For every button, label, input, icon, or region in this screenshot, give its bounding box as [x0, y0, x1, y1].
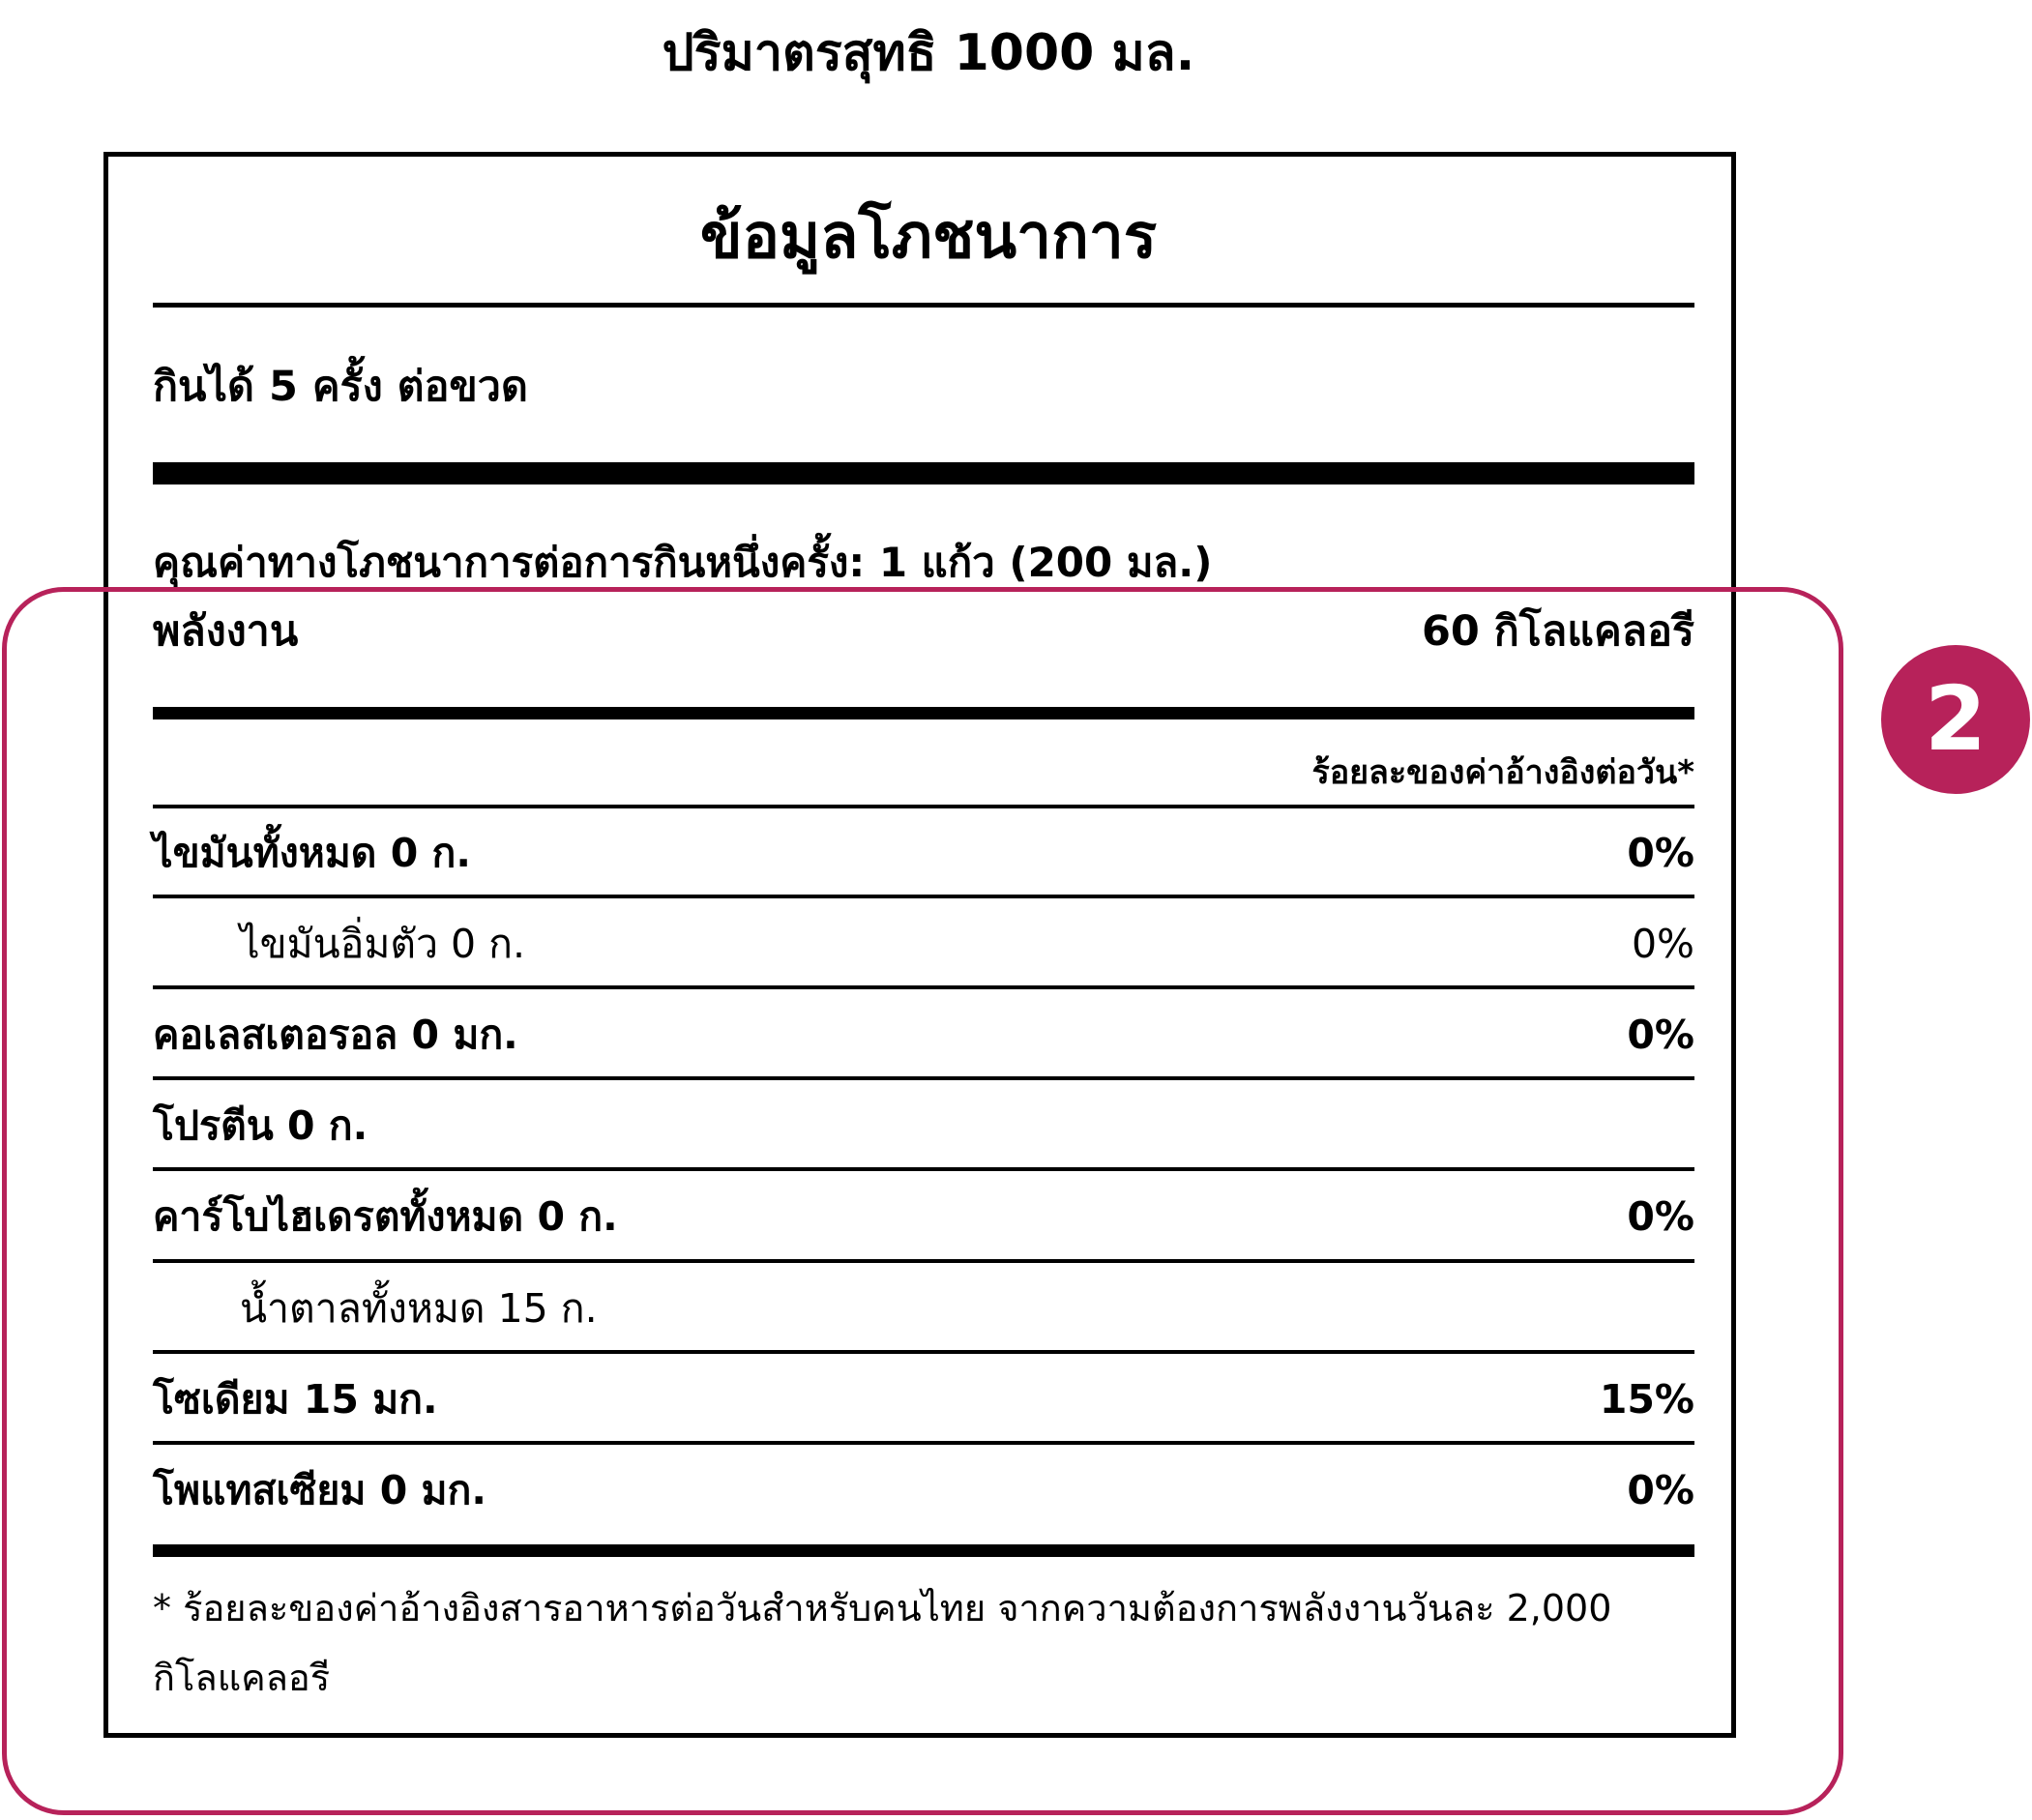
footnote-line: * ร้อยละของค่าอ้างอิงสารอาหารต่อวันสำหรับคนไทย จากความต้องการพลังงานวันละ 2,000 [153, 1587, 1612, 1629]
nutrient-row-sodium [153, 1370, 1694, 1428]
nutrient-row-total-fat [153, 824, 1694, 882]
divider-heavy [153, 707, 1694, 719]
divider [153, 1441, 1694, 1445]
nutrient-label: โพแทสเซียม 0 มก. [153, 1466, 486, 1513]
divider-thick [153, 462, 1694, 484]
divider [153, 985, 1694, 989]
nutrient-label: โซเดียม 15 มก. [153, 1375, 438, 1423]
servings-per-container: กินได้ 5 ครั้ง ต่อขวด [153, 363, 528, 411]
nutrient-label: น้ำตาลทั้งหมด 15 ก. [240, 1284, 598, 1332]
net-volume-heading: ปริมาตรสุทธิ 1000 มล. [662, 24, 1195, 82]
nutrient-row-cholesterol [153, 1006, 1694, 1064]
nutrition-label-title: ข้อมูลโภชนาการ [699, 201, 1158, 273]
nutrient-label: คอเลสเตอรอล 0 มก. [153, 1011, 518, 1058]
divider [153, 1259, 1694, 1263]
energy-label: พลังงาน [153, 607, 299, 656]
daily-value-header: ร้อยละของค่าอ้างอิงต่อวัน* [1311, 753, 1694, 792]
divider [153, 1350, 1694, 1354]
nutrient-percent: 15% [1599, 1376, 1694, 1423]
nutrient-percent: 0% [1627, 1012, 1694, 1058]
footnote-line: กิโลแคลอรี [153, 1657, 331, 1699]
nutrient-row-carbohydrate [153, 1188, 1694, 1246]
nutrient-row-protein [153, 1097, 1694, 1155]
nutrient-row-total-sugars [153, 1279, 1694, 1337]
footnote [153, 1573, 1694, 1713]
nutrient-percent: 0% [1631, 921, 1694, 967]
divider [153, 805, 1694, 808]
nutrient-percent: 0% [1627, 830, 1694, 876]
divider [153, 303, 1694, 308]
nutrient-label: คาร์โบไฮเดรตทั้งหมด 0 ก. [153, 1192, 618, 1240]
nutrient-label: ไขมันอิ่มตัว 0 ก. [240, 920, 526, 967]
step-number-badge: 2 [1881, 645, 2030, 794]
divider-heavy [153, 1544, 1694, 1557]
divider [153, 895, 1694, 898]
nutrient-percent: 0% [1627, 1467, 1694, 1513]
nutrient-row-potassium [153, 1461, 1694, 1519]
nutrient-label: ไขมันทั้งหมด 0 ก. [153, 829, 471, 876]
energy-row [153, 602, 1694, 660]
nutrient-label: โปรตีน 0 ก. [153, 1101, 368, 1149]
nutrient-row-saturated-fat [153, 915, 1694, 973]
nutrient-percent: 0% [1627, 1193, 1694, 1240]
serving-size: คุณค่าทางโภชนาการต่อการกินหนึ่งครั้ง: 1 แก้ว (200 มล.) [153, 539, 1213, 586]
divider [153, 1167, 1694, 1171]
divider [153, 1076, 1694, 1080]
energy-value: 60 กิโลแคลอรี [1421, 607, 1694, 656]
